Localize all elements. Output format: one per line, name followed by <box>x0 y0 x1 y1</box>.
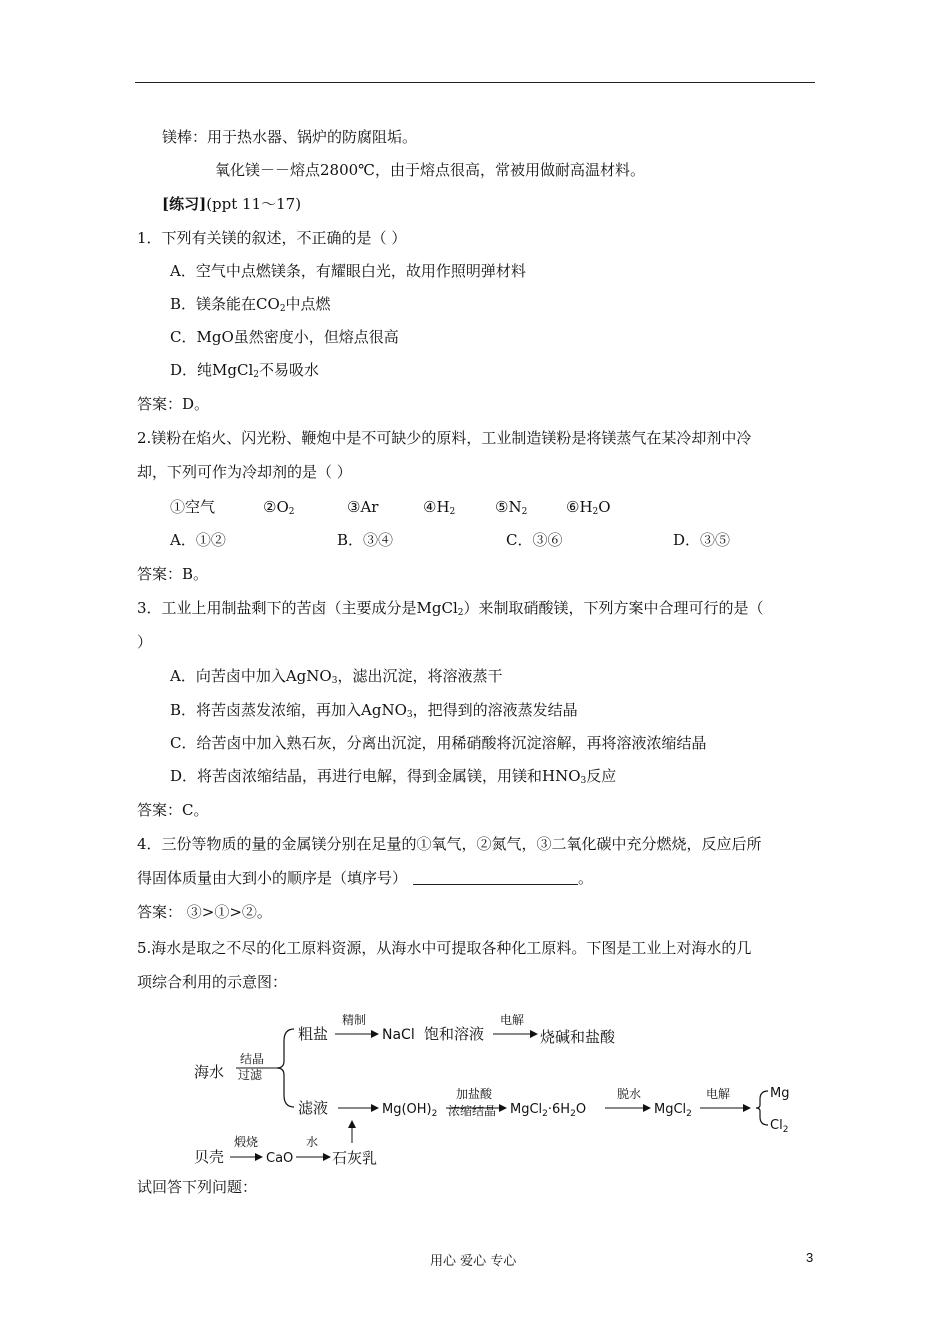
label-concentrate: 浓缩结晶 <box>448 1104 497 1118</box>
label-add-hcl: 加盐酸 <box>456 1087 493 1101</box>
q2-choice-5: $⑤N_2$ <box>495 498 528 517</box>
label-nacl: NaCl <box>382 1027 415 1043</box>
q2-choice-1: ①空气 <box>170 498 216 516</box>
q2-choice-4: $④H_2$ <box>423 498 456 517</box>
label-cl2: $Cl_2$ <box>770 1118 789 1135</box>
label-mgcl2-hexahydrate: $MgCl_2\cdot 6H_2O$ <box>510 1102 587 1119</box>
q2-option-c: C．③⑥ <box>506 531 563 549</box>
label-filter: 过滤 <box>238 1068 263 1082</box>
q3-answer: 答案：C。 <box>137 801 209 819</box>
q4-answer: 答案： ③>①>②。 <box>137 903 272 921</box>
q2-answer: 答案：B。 <box>137 565 209 583</box>
q3-option-d: D．将苦卤浓缩结晶，再进行电解，得到金属镁，用镁和$HNO_3$反应 <box>170 767 617 786</box>
text-magnesium-rod: 镁棒：用于热水器、锅炉的防腐阻垢。 <box>162 128 418 146</box>
label-crude-salt: 粗盐 <box>298 1025 329 1043</box>
practice-label: [练习] <box>162 195 207 213</box>
label-refine: 精制 <box>342 1013 367 1027</box>
label-calcine: 煅烧 <box>234 1135 259 1149</box>
q2-option-b: B．③④ <box>337 531 394 549</box>
seawater-flow-diagram <box>180 1005 820 1175</box>
label-products-1: 烧碱和盐酸 <box>540 1028 616 1046</box>
label-saturated: 饱和溶液 <box>424 1025 485 1043</box>
q5-stem-line1: 5.海水是取之不尽的化工原料资源，从海水中可提取各种化工原料。下图是工业上对海水的几 <box>137 939 752 957</box>
answer-blank <box>413 869 578 885</box>
header-rule <box>135 82 815 83</box>
q4-stem-line2: 得固体质量由大到小的顺序是（填序号） 。 <box>137 869 594 887</box>
practice-heading <box>162 194 301 214</box>
q2-stem-line1: 2.镁粉在焰火、闪光粉、鞭炮中是不可缺少的原料，工业制造镁粉是将镁蒸气在某冷却剂中冷 <box>137 429 752 447</box>
label-cao: CaO <box>266 1151 294 1166</box>
label-electrolysis-2: 电解 <box>706 1087 731 1101</box>
q3-option-c: C．给苦卤中加入熟石灰，分离出沉淀，用稀硝酸将沉淀溶解，再将溶液浓缩结晶 <box>170 734 707 752</box>
label-electrolysis-1: 电解 <box>500 1013 525 1027</box>
q1-option-d: D．纯MgCl$_2$不易吸水 <box>170 361 320 380</box>
label-mgcl2: MgCl$_2$ <box>654 1102 692 1119</box>
q1-stem: 1．下列有关镁的叙述，不正确的是（ ） <box>137 229 407 247</box>
label-mgoh2: $Mg(OH)_2$ <box>382 1102 438 1119</box>
label-limewater: 石灰乳 <box>332 1149 378 1167</box>
q4-stem-line1: 4．三份等物质的量的金属镁分别在足量的①氧气，②氮气，③二氧化碳中充分燃烧，反应后所 <box>137 835 762 853</box>
q2-option-d: D．③⑤ <box>673 531 731 549</box>
text-magnesium-oxide: 氧化镁－－熔点2800℃，由于熔点很高，常被用做耐高温材料。 <box>215 161 645 179</box>
q2-choice-2: $②O_2$ <box>263 498 295 517</box>
q1-answer: 答案：D。 <box>137 395 210 413</box>
q2-choice-6: $⑥H_2O$ <box>566 498 611 517</box>
q3-option-b: B．将苦卤蒸发浓缩，再加入AgNO$_3$，把得到的溶液蒸发结晶 <box>170 701 578 720</box>
q1-option-c: C．MgO虽然密度小，但熔点很高 <box>170 328 399 346</box>
label-water: 水 <box>306 1135 319 1149</box>
q1-option-a: A．空气中点燃镁条，有耀眼白光，故用作照明弹材料 <box>170 262 526 280</box>
q1-option-b: B．镁条能在$CO_2$中点燃 <box>170 295 331 314</box>
footer-text: 用心 爱心 专心 <box>430 1254 517 1269</box>
q5-follow-up: 试回答下列问题： <box>137 1178 258 1196</box>
label-seawater: 海水 <box>194 1063 225 1081</box>
label-filtrate: 滤液 <box>298 1099 329 1117</box>
q3-stem-line2: ） <box>137 633 153 651</box>
q2-option-a: A．①② <box>170 531 226 549</box>
product-brace <box>756 1091 768 1125</box>
q2-stem-line2: 却，下列可作为冷却剂的是（ ） <box>137 463 352 481</box>
q3-option-a: A．向苦卤中加入AgNO$_3$，滤出沉淀，将溶液蒸干 <box>170 667 503 686</box>
branch-brace <box>277 1029 294 1107</box>
page-number: 3 <box>806 1250 814 1265</box>
label-shell: 贝壳 <box>194 1148 225 1166</box>
label-mg: Mg <box>770 1086 790 1101</box>
label-crystallize: 结晶 <box>240 1052 265 1066</box>
q2-choice-3: ③Ar <box>347 498 379 516</box>
q3-stem-line1: 3．工业上用制盐剩下的苦卤（主要成分是MgCl$_2$）来制取硝酸镁，下列方案中合理可行的是（ <box>137 599 764 618</box>
practice-ref: (ppt 11～17) <box>206 195 302 213</box>
q5-stem-line2: 项综合利用的示意图： <box>137 973 288 991</box>
label-dehydrate: 脱水 <box>617 1087 642 1101</box>
